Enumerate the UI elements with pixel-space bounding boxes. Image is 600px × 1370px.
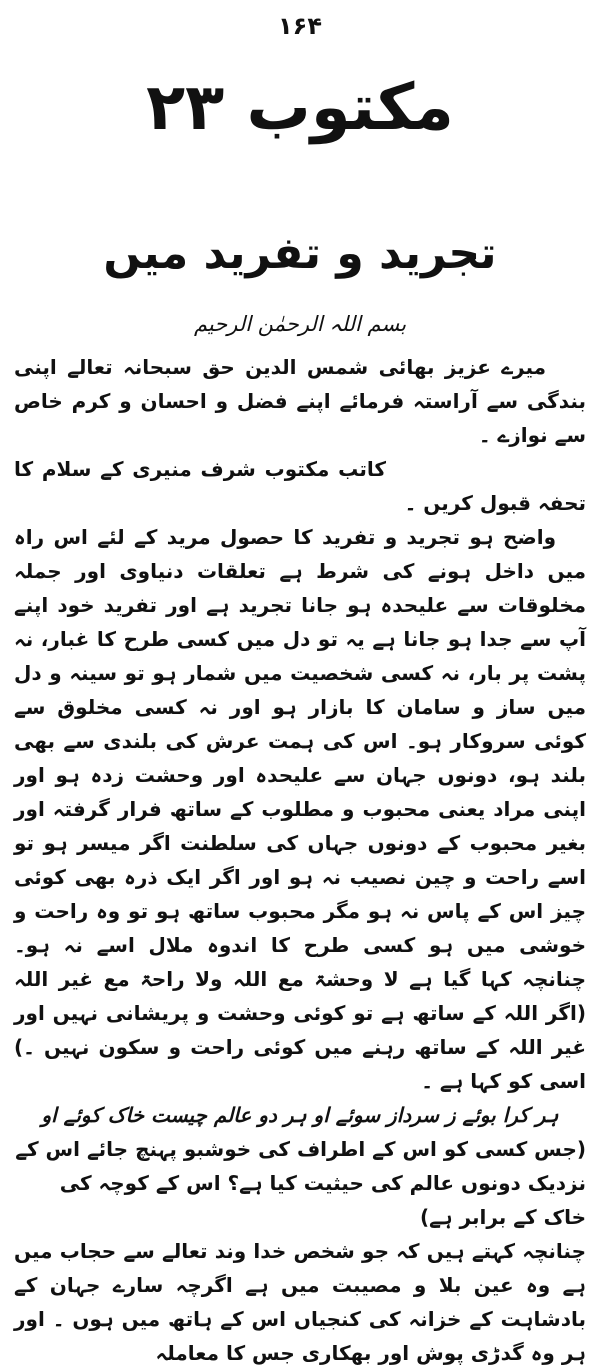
page-number: ۱۶۴ — [278, 12, 322, 40]
bismillah-line: بسم اللہ الرحمٰن الرحیم — [193, 312, 407, 336]
final-paragraph: چنانچہ کہتے ہیں کہ جو شخص خدا وند تعالے سے حجاب میں ہے وہ عین بلا و مصیبت میں ہے اگرچہ سارے جہان کے بادشاہت کے خزانہ کی کنجیاں اس کے ہاتھ میں ہوں ۔ اور ہر وہ گدڑی پوش اور بھکاری جس کا معاملہ — [14, 1239, 586, 1365]
greeting-paragraph: کاتب مکتوب شرف منیری کے سلام کا تحفہ قبول کریں ۔ — [14, 457, 586, 515]
verse-translation: (جس کسی کو اس کے اطراف کی خوشبو پہنچ جائے اس کے نزدیک دونوں عالم کی حیثیت کیا ہے؟ اس کے کوچہ کی خاک کے برابر ہے) — [15, 1137, 586, 1229]
letter-title: مکتوب ۲۳ — [146, 71, 454, 145]
letter-body — [14, 350, 586, 1370]
main-paragraph: واضح ہو تجرید و تفرید کا حصول مرید کے لئے اس راہ میں داخل ہونے کی شرط ہے تعلقات دنیاوی اور جملہ مخلوقات سے علیحدہ ہو جانا تجرید ہے اور تفرید خود اپنے آپ سے جدا ہو جانا ہے یہ تو دل میں کسی طرح کا غبار، نہ پشت پر بار، نہ کسی شخصیت میں شمار ہو تو سینہ و دل میں ساز و سامان کا بازار ہو اور نہ کسی مخلوق سے کوئی سروکار ہو۔ اس کی ہمت عرش کی بلندی سے بھی بلند ہو، دونوں جہان سے علیحدہ اور وحشت زدہ ہو اور اپنی مراد یعنی محبوب و مطلوب کے ساتھ فرار گرفتہ اور بغیر محبوب کے دونوں جہاں کی سلطنت اگر میسر ہو تو اسے راحت و چین نصیب نہ ہو اور اگر ایک ذرہ بھی کوئی چیز اس کے پاس نہ ہو مگر محبوب ساتھ ہو تو وہ راحت و خوشی میں ہو کسی طرح کا اندوہ ملال اسے نہ ہو۔ چنانچہ کہا گیا ہے لا وحشۃ مع اللہ ولا راحۃ مع غیر اللہ (اگر اللہ کے ساتھ ہے تو کوئی وحشت و پریشانی نہیں اور غیر اللہ کے ساتھ رہنے میں کوئی راحت و سکون نہیں ۔) اسی کو کہا ہے ۔ — [14, 525, 586, 1093]
letter-subtitle: تجرید و تفرید میں — [103, 228, 497, 279]
persian-verse: ہر کرا بوئے ز سرداز سوئے او ہر دو عالم چیست خاک کوئے او — [41, 1103, 559, 1127]
salutation-paragraph: میرے عزیز بھائی شمس الدین حق سبحانہ تعالے اپنی بندگی سے آراستہ فرمائے اپنے فضل و احسان و کرم خاص سے نوازے ۔ — [14, 355, 586, 447]
